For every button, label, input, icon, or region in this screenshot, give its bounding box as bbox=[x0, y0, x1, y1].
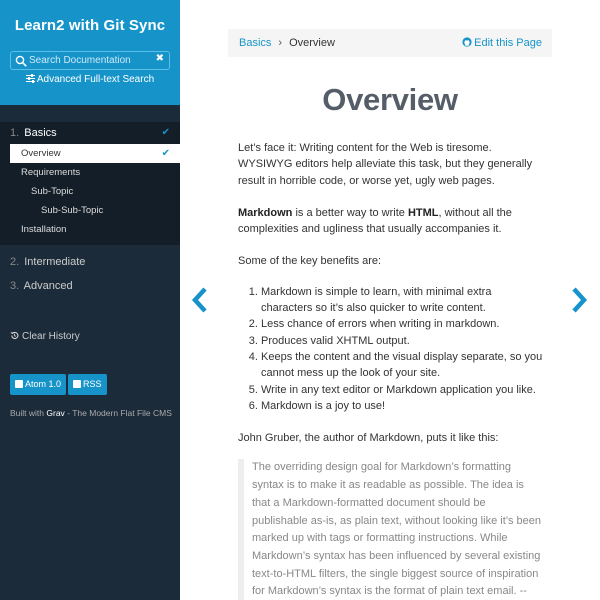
advanced-search-label: Advanced Full-text Search bbox=[36, 74, 155, 85]
edit-page-label: Edit this Page bbox=[474, 37, 542, 49]
sidebar bbox=[0, 0, 180, 600]
list-item: 1. Markdown is simple to learn, with minimal extra characters so it’s also quicker to write content. bbox=[261, 284, 544, 317]
chapter-advanced[interactable] bbox=[0, 275, 180, 297]
breadcrumb-separator: › bbox=[278, 37, 283, 49]
built-with-credit bbox=[10, 408, 172, 418]
markdown-strong: Markdown bbox=[238, 206, 293, 219]
edit-page-link[interactable] bbox=[462, 37, 542, 49]
benefits-list bbox=[261, 284, 544, 414]
gruber-paragraph: John Gruber, the author of Markdown, puts it like this: bbox=[238, 432, 499, 445]
github-icon bbox=[462, 37, 472, 47]
breadcrumb-bar bbox=[228, 29, 552, 57]
atom-feed-label: Atom 1.0 bbox=[25, 379, 62, 389]
nav-item-label: Overview bbox=[21, 148, 61, 159]
list-item: 6. Markdown is a joy to use! bbox=[261, 398, 544, 414]
intro-paragraph: Let’s face it: Writing content for the Web is tiresome. WYSIWYG editors help alleviate this task, but they generally result in horrible code, or worse yet, ugly web pages. bbox=[238, 142, 533, 187]
nav-item-sub-topic[interactable]: Sub-Topic bbox=[31, 186, 74, 197]
check-icon: ✔ bbox=[161, 148, 170, 159]
rss-icon bbox=[73, 380, 81, 388]
chevron-right-icon[interactable] bbox=[568, 286, 590, 314]
list-item: 4. Keeps the content and the visual display separate, so you cannot mess up the look of your site. bbox=[261, 349, 544, 382]
built-with-suffix: - The Modern Flat File CMS bbox=[67, 408, 172, 418]
nav-item-overview[interactable] bbox=[10, 144, 180, 163]
chapter-intermediate[interactable] bbox=[0, 251, 180, 273]
paragraph-text: is a better way to write bbox=[292, 206, 408, 219]
breadcrumb bbox=[239, 37, 335, 49]
chapter-basics[interactable] bbox=[0, 122, 180, 144]
basics-subnav bbox=[0, 144, 180, 245]
atom-feed-button[interactable] bbox=[10, 374, 66, 395]
gruber-quote: The overriding design goal for Markdown’s formatting syntax is to make it as readable as possible. The idea is that a Markdown-formatted document should be publishable as-is, as plain text, without looking like it’s been marked up with tags or formatting instructions. While Markdown’s syntax has been influenced by several existing text-to-HTML filters, the single biggest source of inspiration for Markdown’s syntax is the format of plain text email. -- bbox=[238, 459, 544, 600]
site-title[interactable]: Learn2 with Git Sync bbox=[14, 17, 166, 34]
rss-icon bbox=[15, 380, 23, 388]
clear-history-link[interactable] bbox=[10, 331, 80, 342]
close-icon[interactable]: ✖ bbox=[155, 53, 164, 64]
search-box[interactable] bbox=[10, 51, 170, 70]
chapter-label: Intermediate bbox=[24, 256, 86, 268]
benefits-intro: Some of the key benefits are: bbox=[238, 255, 382, 268]
chapter-label: Basics bbox=[24, 127, 57, 139]
chapter-number: 3. bbox=[10, 280, 20, 292]
list-item: 3. Produces valid XHTML output. bbox=[261, 333, 544, 349]
markdown-paragraph bbox=[238, 205, 544, 238]
html-strong: HTML bbox=[407, 206, 439, 219]
nav-item-sub-sub-topic[interactable]: Sub-Sub-Topic bbox=[41, 205, 104, 216]
check-icon: ✔ bbox=[161, 127, 170, 138]
paragraph-text: , without all the complexities and ugliness that usually accompanies it. bbox=[238, 206, 512, 236]
clear-history-label: Clear History bbox=[22, 331, 80, 342]
rss-feed-button[interactable] bbox=[68, 374, 107, 395]
built-with-prefix: Built with bbox=[10, 408, 45, 418]
search-input[interactable] bbox=[29, 52, 164, 69]
chapter-number: 1. bbox=[10, 127, 20, 139]
nav-item-requirements[interactable]: Requirements bbox=[21, 167, 81, 178]
rss-feed-label: RSS bbox=[83, 379, 102, 389]
list-item: 5. Write in any text editor or Markdown application you like. bbox=[261, 382, 544, 398]
chapter-number: 2. bbox=[10, 256, 20, 268]
breadcrumb-current: Overview bbox=[289, 37, 335, 49]
sidebar-header bbox=[0, 0, 180, 105]
breadcrumb-basics-link[interactable]: Basics bbox=[239, 37, 272, 49]
page-title: Overview bbox=[322, 82, 458, 117]
sliders-icon bbox=[26, 74, 35, 83]
history-icon bbox=[10, 331, 19, 340]
feed-buttons bbox=[10, 374, 109, 395]
page-content bbox=[238, 140, 544, 600]
topics-nav bbox=[0, 122, 180, 297]
advanced-search-link[interactable] bbox=[0, 74, 180, 85]
chevron-left-icon[interactable] bbox=[189, 286, 211, 314]
search-icon bbox=[15, 55, 27, 67]
chapter-label: Advanced bbox=[23, 280, 73, 292]
grav-link[interactable]: Grav bbox=[46, 408, 65, 418]
list-item: 2. Less chance of errors when writing in markdown. bbox=[261, 316, 544, 332]
nav-item-installation[interactable]: Installation bbox=[21, 224, 67, 235]
